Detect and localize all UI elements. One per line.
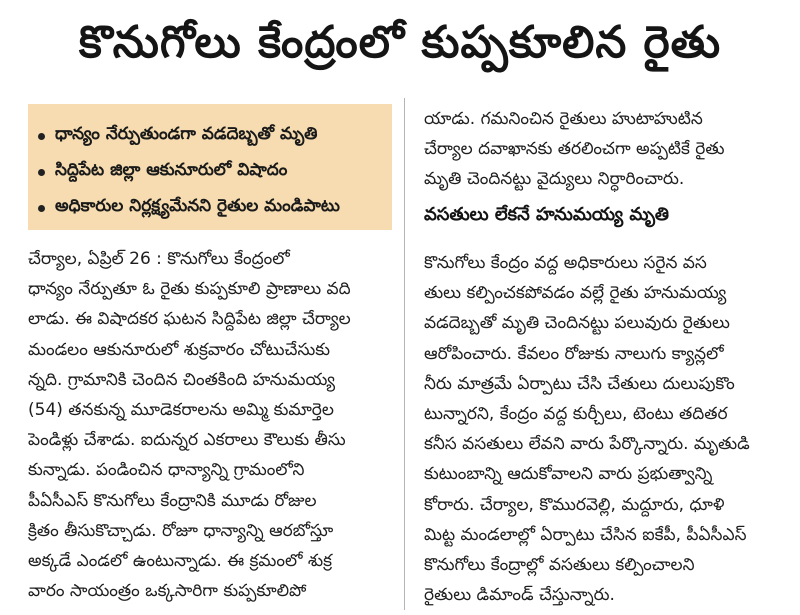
body-line: క్రితం తీసుకొచ్చాడు. రోజూ ధాన్యాన్ని ఆరబోస్తూ: [28, 520, 334, 541]
article-column-left: [28, 244, 392, 606]
highlight-item: [38, 118, 382, 154]
body-line: కుటుంబాన్ని ఆదుకోవాలని వారు ప్రభుత్వాన్ని: [424, 464, 713, 485]
body-line: (54) తనకున్న మూడెకరాలను అమ్మి కుమార్తెల: [28, 400, 334, 421]
body-line: నీరు మాత్రమే ఏర్పాటు చేసి చేతులు దులుపుకొం: [424, 373, 735, 394]
bullet-icon: [38, 205, 45, 212]
article-column-right-top: [424, 104, 774, 195]
body-line: కనీస వసతులు లేవని వారు పేర్కొన్నారు. మృతుడి: [424, 434, 750, 455]
highlight-text: ధాన్యం నేర్పుతుండగా వడదెబ్బతో మృతి: [55, 124, 318, 144]
article-column-right-bottom: [424, 248, 774, 610]
body-line: మండలం ఆకునూరులో శుక్రవారం చోటుచేసుకు: [28, 339, 331, 360]
column-divider: [404, 98, 405, 610]
body-line: కోరారు. చేర్యాల, కొమురవెల్లి, మద్దూరు, ధూళి: [424, 494, 725, 515]
highlight-item: [38, 154, 382, 190]
highlight-text: సిద్దిపేట జిల్లా ఆకునూరులో విషాదం: [55, 160, 288, 180]
bullet-icon: [38, 133, 45, 140]
body-line: పెండిళ్లు చేశాడు. ఐదున్నర ఎకరాలు కౌలుకు తీసు: [28, 430, 346, 451]
body-line: చేర్యాల దవాఖానకు తరలించగా అప్పటికే రైతు: [424, 139, 725, 160]
highlight-text: అధికారుల నిర్లక్ష్యమేనని రైతుల మండిపాటు: [55, 196, 340, 216]
body-line: తులు కల్పించకపోవడం వల్లే రైతు హనుమయ్య: [424, 283, 727, 304]
subheading: వసతులు లేకనే హనుమయ్య మృతి: [424, 204, 670, 225]
body-line: ఆరోపించారు. కేవలం రోజుకు నాలుగు క్యాన్లలో: [424, 343, 724, 364]
body-line: ధాన్యం నేర్పుతూ ఓ రైతు కుప్పకూలి ప్రాణాలు వది: [28, 279, 351, 300]
highlights-box: [28, 104, 392, 230]
body-line: పీఏసీఎస్ కొనుగోలు కేంద్రానికి మూడు రోజుల: [28, 490, 317, 511]
body-line: మిట్ట మండలాల్లో ఏర్పాటు చేసిన ఐకేపీ, పీఏసీఎస్: [424, 524, 747, 545]
body-line: కున్నాడు. పండించిన ధాన్యాన్ని గ్రామంలోని: [28, 460, 305, 481]
body-line: టున్నారని, కేంద్రం వద్ద కుర్చీలు, టెంటు తదితర: [424, 404, 728, 425]
headline: కొనుగోలు కేంద్రంలో కుప్పకూలిన రైతు: [78, 17, 722, 68]
highlight-item: [38, 190, 382, 226]
body-line: వడదెబ్బతో మృతి చెందినట్టు పలువురు రైతులు: [424, 313, 730, 334]
body-line: లాడు. ఈ విషాదకర ఘటన సిద్దిపేట జిల్లా చేర్యాల: [28, 309, 351, 330]
body-line: యాడు. గమనించిన రైతులు హుటాహుటిన: [424, 109, 703, 129]
bullet-icon: [38, 169, 45, 176]
body-line: వారం సాయంత్రం ఒక్కసారిగా కుప్పకూలిపో: [28, 581, 307, 602]
body-line: కొనుగోలు కేంద్రాల్లో వసతులు కల్పించాలని: [424, 555, 695, 576]
body-line: న్నది. గ్రామానికి చెందిన చింతకింది హనుమయ్య: [28, 369, 335, 390]
body-line: అక్కడే ఎండలో ఉంటున్నాడు. ఈ క్రమంలో శుక్ర: [28, 551, 332, 572]
body-line: రైతులు డిమాండ్ చేస్తున్నారు.: [424, 585, 615, 606]
body-line: చేర్యాల, ఏప్రిల్ 26 : కొనుగోలు కేంద్రంలో: [28, 249, 290, 269]
body-line: మృతి చెందినట్టు వైద్యులు నిర్ధారించారు.: [424, 169, 685, 190]
body-line: కొనుగోలు కేంద్రం వద్ద అధికారులు సరైన వస: [424, 253, 707, 273]
